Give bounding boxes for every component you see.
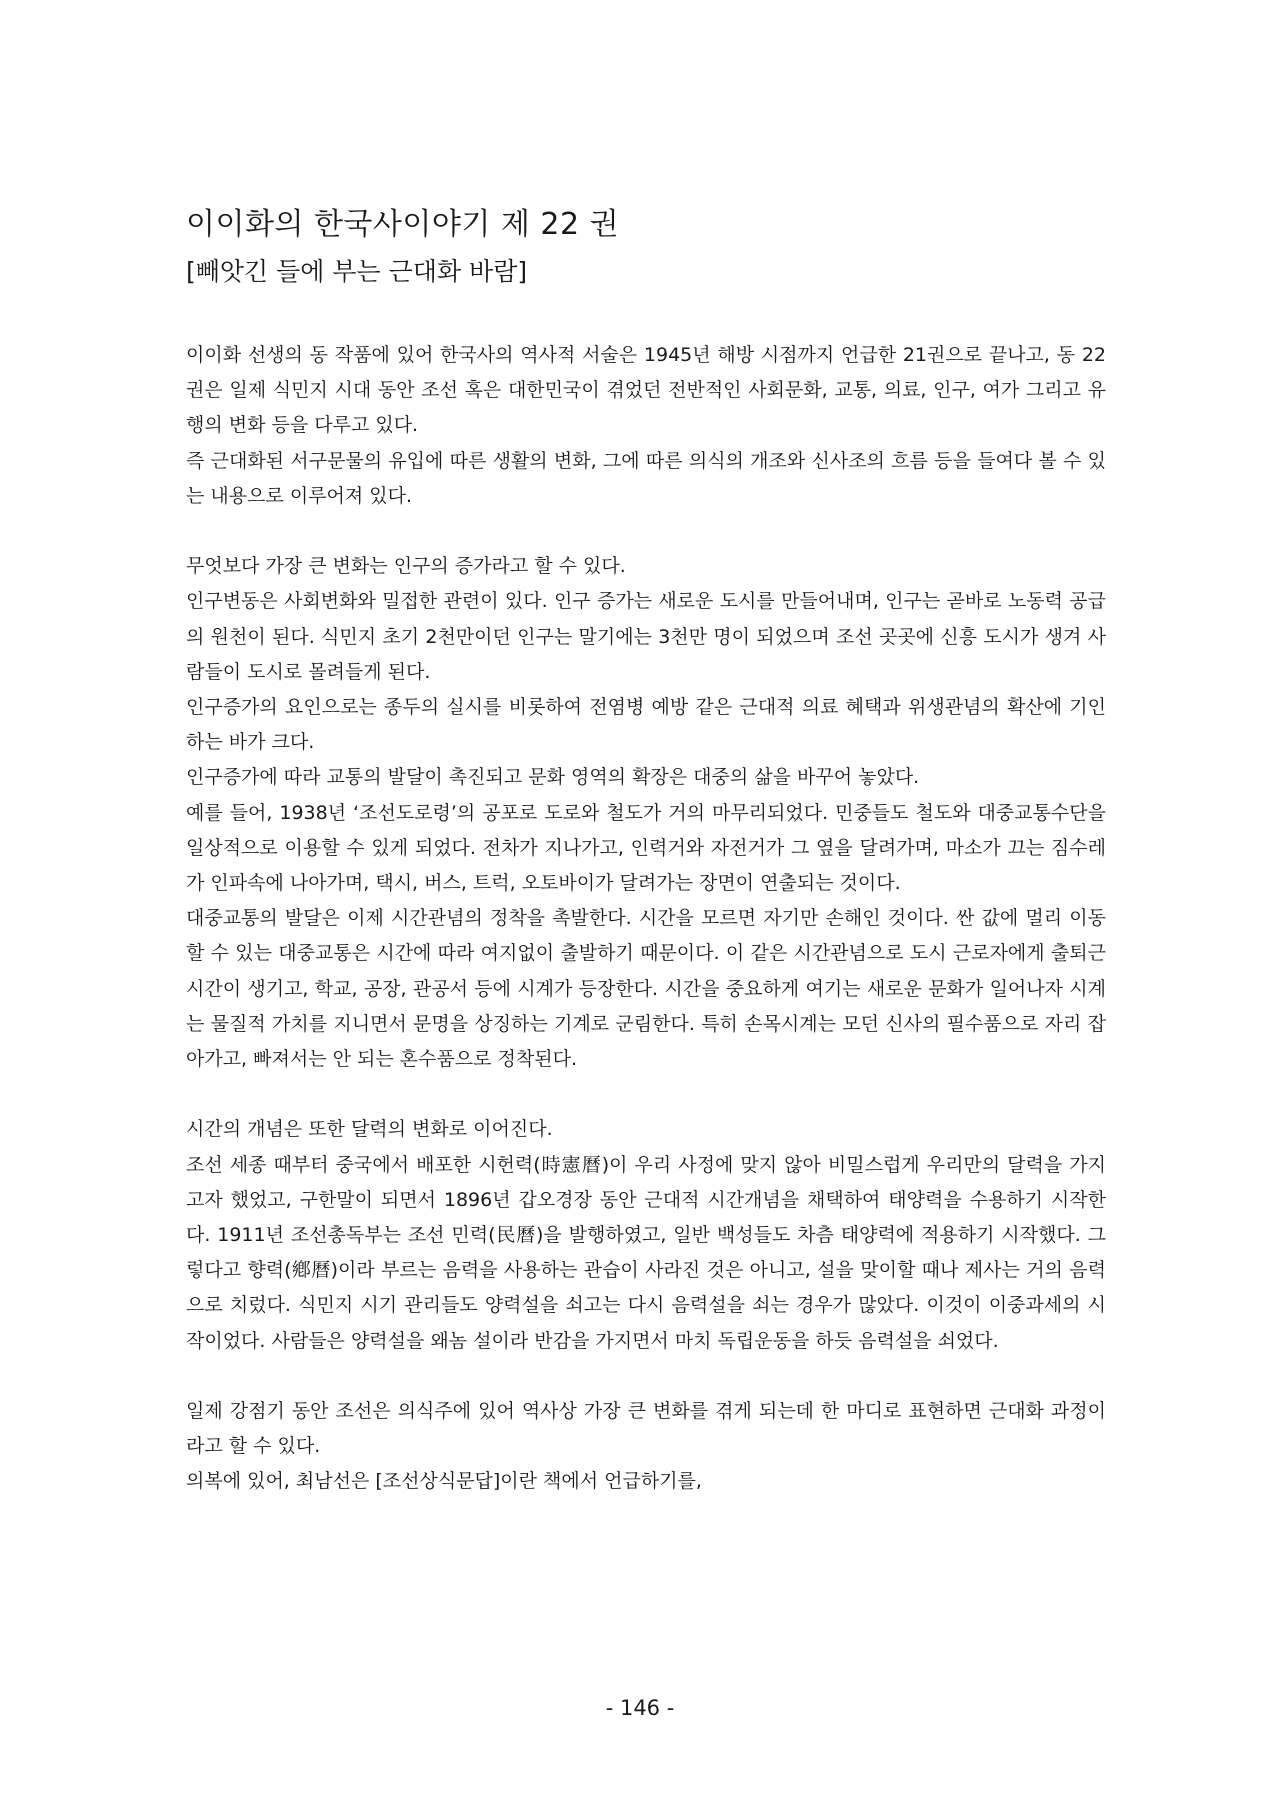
paragraph: 대중교통의 발달은 이제 시간관념의 정착을 촉발한다. 시간을 모르면 자기만 손해인 것이다. 싼 값에 멀리 이동할 수 있는 대중교통은 시간에 따라 여지없이 출발하기 때문이다. 이 같은 시간관념으로 도시 근로자에게 출퇴근시간이 생기고, 학교, 공장, 관공서 등에 시계가 등장한다. 시간을 중요하게 여기는 새로운 문화가 일어나자 시계는 물질적 가치를 지니면서 문명을 상징하는 기계로 군림한다. 특히 손목시계는 모던 신사의 필수품으로 자리 잡아가고, 빠져서는 안 되는 혼수품으로 정착된다. [186, 907, 1106, 1071]
paragraph: 시간의 개념은 또한 달력의 변화로 이어진다. [186, 1118, 553, 1141]
document-body [186, 338, 1106, 1500]
paragraph-gap [186, 1359, 1106, 1394]
document-subtitle: [빼앗긴 들에 부는 근대화 바람] [186, 257, 528, 286]
paragraph: 인구증가의 요인으로는 종두의 실시를 비롯하여 전염병 예방 같은 근대적 의료 혜택과 위생관념의 확산에 기인하는 바가 크다. [186, 696, 1106, 754]
paragraph-gap [186, 1077, 1106, 1112]
paragraph: 일제 강점기 동안 조선은 의식주에 있어 역사상 가장 큰 변화를 겪게 되는데 한 마디로 표현하면 근대화 과정이라고 할 수 있다. [186, 1400, 1106, 1458]
paragraph: 인구변동은 사회변화와 밀접한 관련이 있다. 인구 증가는 새로운 도시를 만들어내며, 인구는 곧바로 노동력 공급의 원천이 된다. 식민지 초기 2천만이던 인구는 말기에는 3천만 명이 되었으며 조선 곳곳에 신흥 도시가 생겨 사람들이 도시로 몰려들게 된다. [186, 590, 1106, 683]
paragraph: 즉 근대화된 서구문물의 유입에 따른 생활의 변화, 그에 따른 의식의 개조와 신사조의 흐름 등을 들여다 볼 수 있는 내용으로 이루어져 있다. [186, 449, 1106, 507]
paragraph-gap [186, 514, 1106, 549]
paragraph: 의복에 있어, 최남선은 [조선상식문답]이란 책에서 언급하기를, [186, 1470, 702, 1493]
paragraph: 예를 들어, 1938년 ‘조선도로령’의 공포로 도로와 철도가 거의 마무리되었다. 민중들도 철도와 대중교통수단을 일상적으로 이용할 수 있게 되었다. 전차가 지나가고, 인력거와 자전거가 그 옆을 달려가며, 마소가 끄는 짐수레가 인파속에 나아가며, 택시, 버스, 트럭, 오토바이가 달려가는 장면이 연출되는 것이다. [186, 801, 1106, 895]
page-number: - 146 - [605, 1696, 675, 1720]
paragraph: 무엇보다 가장 큰 변화는 인구의 증가라고 할 수 있다. [186, 555, 626, 578]
paragraph: 인구증가에 따라 교통의 발달이 촉진되고 문화 영역의 확장은 대중의 삶을 바꾸어 놓았다. [186, 766, 920, 789]
document-title: 이이화의 한국사이야기 제 22 권 [186, 207, 620, 242]
document-page [186, 204, 1106, 1500]
paragraph: 이이화 선생의 동 작품에 있어 한국사의 역사적 서술은 1945년 해방 시점까지 언급한 21권으로 끝나고, 동 22권은 일제 식민지 시대 동안 조선 혹은 대한민국이 겪었던 전반적인 사회문화, 교통, 의료, 인구, 여가 그리고 유행의 변화 등을 다루고 있다. [186, 344, 1106, 437]
paragraph: 조선 세종 때부터 중국에서 배포한 시헌력(時憲曆)이 우리 사정에 맞지 않아 비밀스럽게 우리만의 달력을 가지고자 했었고, 구한말이 되면서 1896년 갑오경장 동안 근대적 시간개념을 채택하여 태양력을 수용하기 시작한다. 1911년 조선총독부는 조선 민력(民曆)을 발행하였고, 일반 백성들도 차츰 태양력에 적용하기 시작했다. 그렇다고 향력(鄕曆)이라 부르는 음력을 사용하는 관습이 사라진 것은 아니고, 설을 맞이할 때나 제사는 거의 음력으로 치렀다. 식민지 시기 관리들도 양력설을 쇠고는 다시 음력설을 쇠는 경우가 많았다. 이것이 이중과세의 시작이었다. 사람들은 양력설을 왜놈 설이라 반감을 가지면서 마치 독립운동을 하듯 음력설을 쇠었다. [186, 1153, 1106, 1352]
